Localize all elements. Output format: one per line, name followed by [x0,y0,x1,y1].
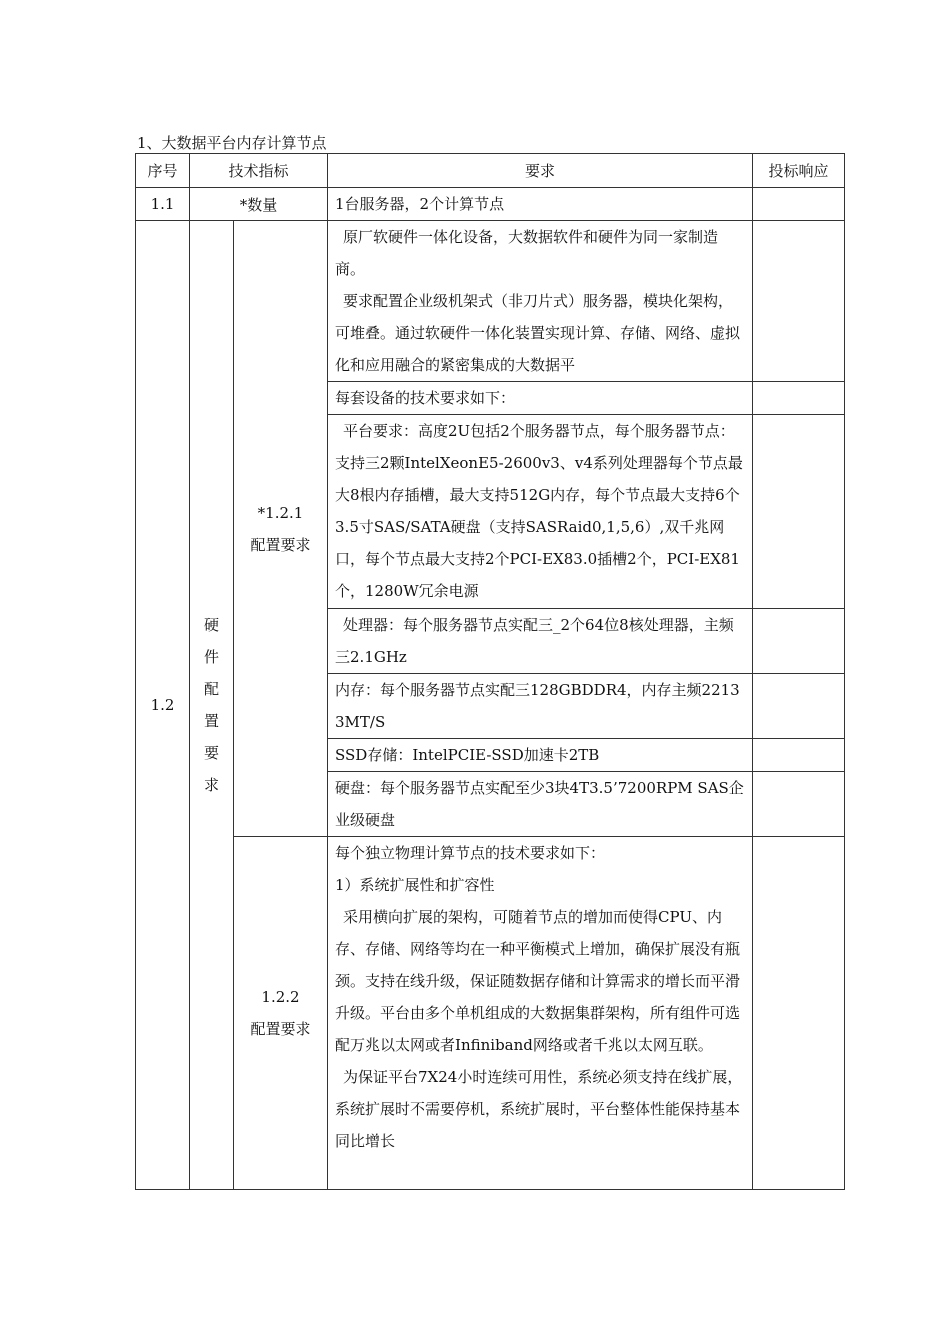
spec-table [135,153,845,1190]
section-title: 1、大数据平台内存计算节点 [137,134,327,152]
response-cell [753,382,845,415]
response-cell [753,837,845,1190]
row-no: 1.2 [136,221,190,1190]
table-row [136,837,845,1190]
response-cell [753,674,845,739]
requirement-cell: 处理器：每个服务器节点实配三_2个64位8核处理器，主频三2.1GHz [328,609,753,674]
row-indicator: *数量 [190,188,328,221]
requirement-cell: 每套设备的技术要求如下： [328,382,753,415]
response-cell [753,221,845,382]
header-requirement: 要求 [328,154,753,188]
response-cell [753,188,845,221]
table-row [136,221,845,382]
requirement-cell: 硬盘：每个服务器节点实配至少3块4T3.5’7200RPM SAS企业级硬盘 [328,772,753,837]
sub-label-1-2-2: 1.2.2 配置要求 [234,837,328,1190]
requirement-cell: 平台要求：高度2U包括2个服务器节点，每个服务器节点：支持三2颗IntelXeonE5-2600v3、v4系列处理器每个节点最大8根内存插槽，最大支持512G内存，每个节点最大支持6个3.5寸SAS/SATA硬盘（支持SASRaid0,1,5,6）,双千兆网口，每个节点最大支持2个PCI-EX83.0插槽2个，PCI-EX81个，1280W冗余电源 [328,415,753,609]
response-cell [753,609,845,674]
header-response: 投标响应 [753,154,845,188]
response-cell [753,772,845,837]
header-indicator: 技术指标 [190,154,328,188]
response-cell [753,415,845,609]
row-no: 1.1 [136,188,190,221]
sub-label-1-2-1: *1.2.1 配置要求 [234,221,328,837]
requirement-cell: 每个独立物理计算节点的技术要求如下： 1）系统扩展性和扩容性 采用横向扩展的架构，可随着节点的增加而使得CPU、内存、存储、网络等均在一种平衡模式上增加，确保扩展没有瓶颈。支持在线升级，保证随数据存储和计算需求的增长而平滑升级。平台由多个单机组成的大数据集群架构，所有组件可选配万兆以太网或者Infiniband网络或者千兆以太网互联。 为保证平台7X24小时连续可用性，系统必须支持在线扩展，系统扩展时不需要停机，系统扩展时，平台整体性能保持基本同比增长 [328,837,753,1190]
requirement-cell: 原厂软硬件一体化设备，大数据软件和硬件为同一家制造商。 要求配置企业级机架式（非刀片式）服务器，模块化架构，可堆叠。通过软硬件一体化装置实现计算、存储、网络、虚拟化和应用融合的紧密集成的大数据平 [328,221,753,382]
requirement-cell: SSD存储：IntelPCIE-SSD加速卡2TB [328,739,753,772]
group-label: 硬 件 配 置 要 求 [190,221,234,1190]
table-row [136,188,845,221]
response-cell [753,739,845,772]
requirement-cell: 内存：每个服务器节点实配三128GBDDR4，内存主频22133MT/S [328,674,753,739]
row-requirement: 1台服务器，2个计算节点 [328,188,753,221]
header-row [136,154,845,188]
header-no: 序号 [136,154,190,188]
